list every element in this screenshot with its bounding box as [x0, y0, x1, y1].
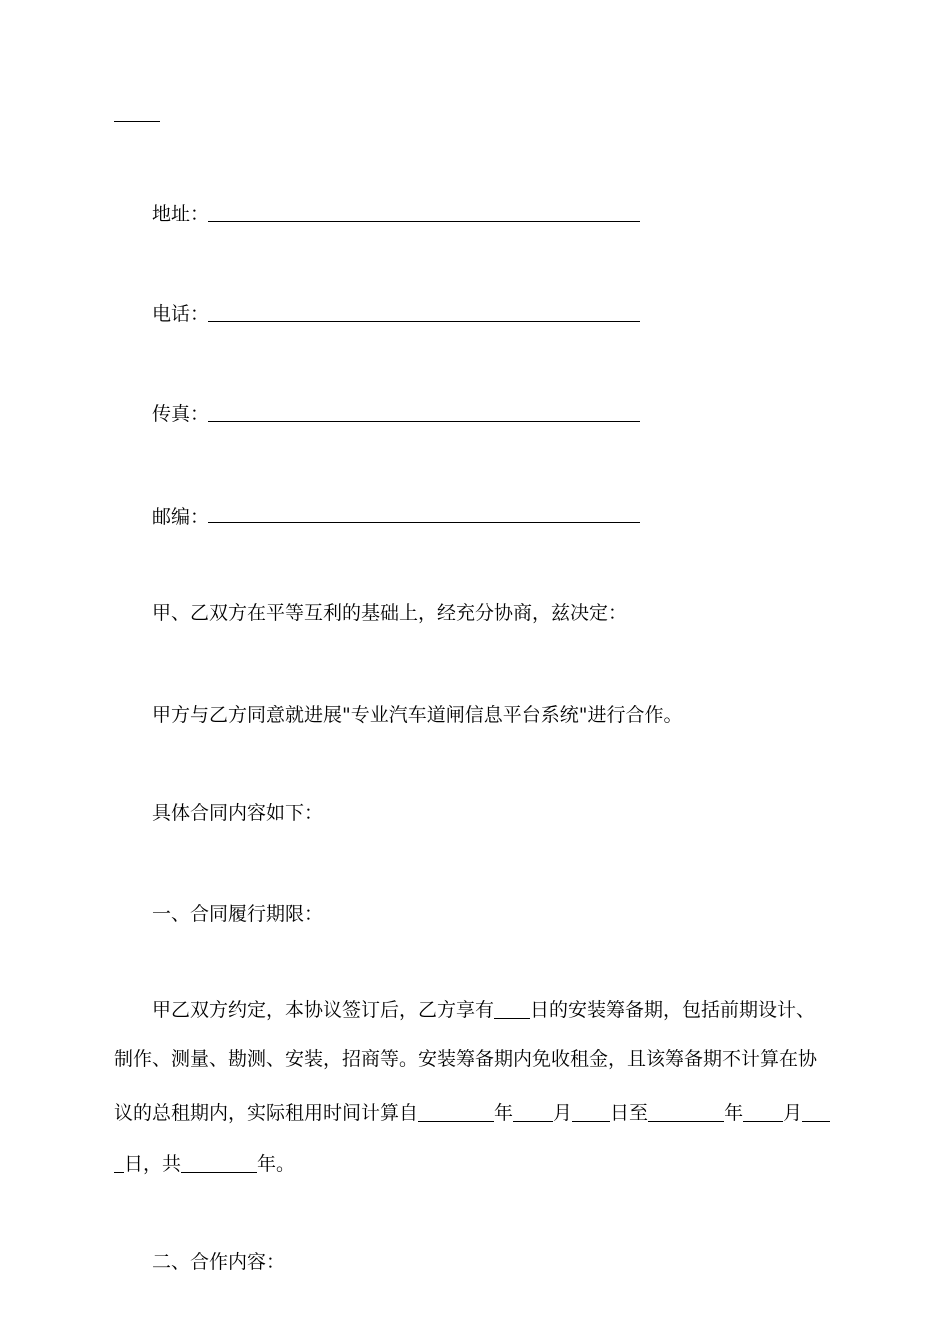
address-label: 地址：: [152, 203, 210, 225]
contents-intro: 具体合同内容如下：: [152, 802, 324, 824]
end-year-blank[interactable]: [648, 1103, 724, 1122]
postcode-label: 邮编：: [152, 506, 210, 528]
start-year-blank[interactable]: [418, 1103, 494, 1122]
section1-line2: 制作、测量、勘测、安装，招商等。安装筹备期内免收租金，且该筹备期不计算在协: [114, 1048, 818, 1070]
days-blank[interactable]: [494, 1000, 530, 1019]
fax-label: 传真：: [152, 403, 210, 425]
section1-text-part2: 日的安装筹备期，包括前期设计、: [530, 999, 816, 1021]
agreement-paragraph: 甲方与乙方同意就进展"专业汽车道闸信息平台系统"进行合作。: [152, 704, 683, 726]
year-label: 年: [494, 1102, 514, 1124]
top-rule: [114, 121, 160, 122]
section1-title: 一、合同履行期限：: [152, 903, 324, 925]
phone-label: 电话：: [152, 303, 210, 325]
address-field[interactable]: [208, 221, 640, 222]
section1-line1: [152, 998, 815, 1022]
end-label: 年。: [257, 1153, 296, 1175]
day-total-label: 日，共: [124, 1153, 182, 1175]
year-label-2: 年: [724, 1102, 744, 1124]
start-day-blank[interactable]: [572, 1103, 610, 1122]
postcode-field[interactable]: [208, 522, 640, 523]
end-day-blank[interactable]: [802, 1103, 830, 1122]
day-to-label: 日至: [610, 1102, 649, 1124]
phone-field[interactable]: [208, 321, 640, 322]
section1-text-part3: 议的总租期内，实际租用时间计算自: [114, 1102, 419, 1124]
section2-title: 二、合作内容：: [152, 1251, 286, 1273]
start-month-blank[interactable]: [513, 1103, 553, 1122]
total-years-blank[interactable]: [181, 1154, 257, 1173]
fax-field[interactable]: [208, 421, 640, 422]
month-label: 月: [553, 1102, 573, 1124]
section1-line3: [114, 1101, 830, 1125]
month-label-2: 月: [783, 1102, 803, 1124]
end-month-blank[interactable]: [743, 1103, 783, 1122]
section1-line4: [114, 1152, 295, 1176]
end-day-blank-cont[interactable]: [114, 1154, 124, 1173]
section1-text-part1: 甲乙双方约定，本协议签订后，乙方享有: [152, 999, 495, 1021]
intro-paragraph: 甲、乙双方在平等互利的基础上，经充分协商，兹决定：: [152, 602, 628, 624]
